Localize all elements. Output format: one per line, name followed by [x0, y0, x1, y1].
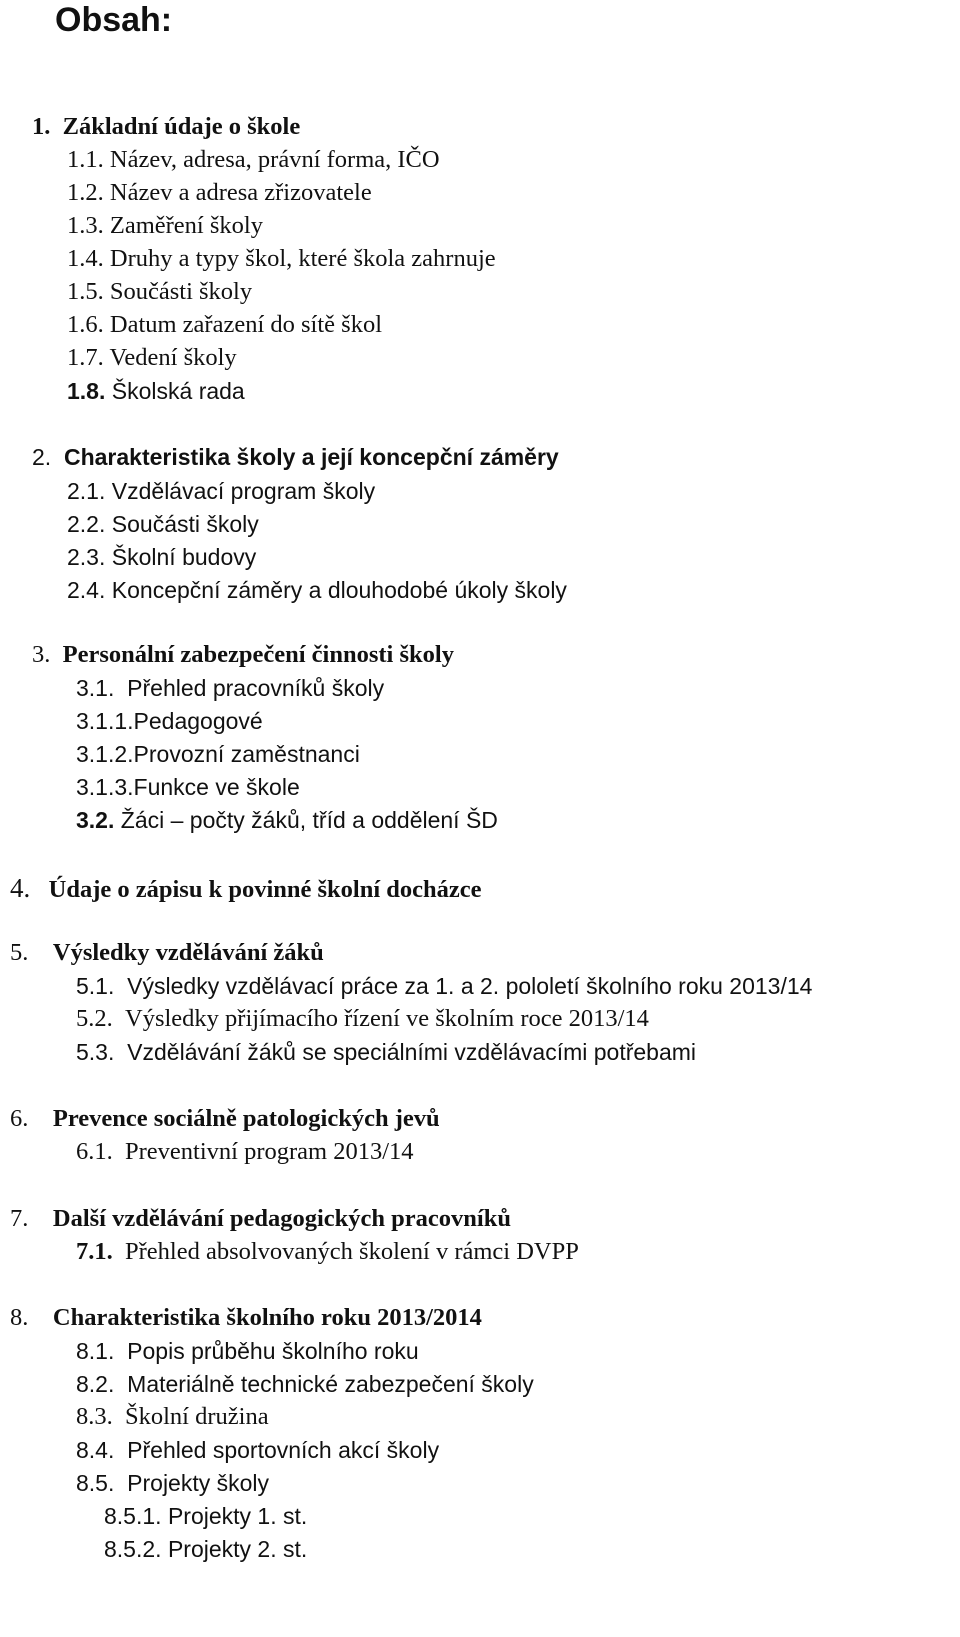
- toc-heading-5: [10, 938, 324, 968]
- toc-label: Název a adresa zřizovatele: [109, 179, 372, 206]
- toc-num: 5.3.: [76, 1039, 115, 1065]
- toc-item-7-1: [76, 1237, 579, 1267]
- toc-label: Personální zabezpečení činnosti školy: [62, 641, 454, 668]
- toc-num: 8.5.: [76, 1470, 115, 1496]
- toc-num: 1.5.: [67, 278, 104, 305]
- toc-num: 8.5.1.: [104, 1503, 162, 1529]
- toc-num: 8.5.2.: [104, 1536, 162, 1562]
- toc-num: 1.: [32, 113, 51, 140]
- toc-item-1-8: [67, 376, 245, 406]
- toc-num: 8.3.: [76, 1403, 113, 1430]
- toc-num: 1.2.: [67, 179, 104, 206]
- toc-item-1-6: [67, 310, 382, 340]
- toc-item-3-1-2: [76, 739, 360, 769]
- toc-label: Žáci – počty žáků, tříd a oddělení ŠD: [120, 807, 498, 833]
- toc-item-8-4: [76, 1435, 439, 1465]
- toc-label: Školní družina: [125, 1403, 269, 1430]
- toc-label: Výsledky přijímacího řízení ve školním roce 2013/14: [125, 1005, 649, 1032]
- toc-num: 5.2.: [76, 1005, 113, 1032]
- toc-label: Výsledky vzdělávání žáků: [52, 939, 324, 966]
- toc-item-8-3: [76, 1402, 269, 1432]
- toc-heading-2: [32, 442, 559, 472]
- toc-item-1-2: [67, 178, 372, 208]
- toc-item-8-5-1: [104, 1501, 307, 1531]
- toc-label: Projekty 2. st.: [167, 1536, 308, 1562]
- toc-label: Charakteristika školního roku 2013/2014: [52, 1304, 482, 1331]
- toc-num: 2.2.: [67, 511, 106, 537]
- toc-num: 1.7.: [67, 344, 104, 371]
- toc-item-5-1: [76, 971, 812, 1001]
- toc-item-2-3: [67, 542, 256, 572]
- toc-num: 3.1.3.: [76, 774, 134, 800]
- page-title: Obsah:: [55, 1, 173, 39]
- toc-num: 1.8.: [67, 378, 106, 404]
- toc-label: Součásti školy: [111, 511, 259, 537]
- toc-label: Preventivní program 2013/14: [125, 1138, 414, 1165]
- toc-heading-8: [10, 1303, 482, 1333]
- toc-label: Přehled sportovních akcí školy: [127, 1437, 440, 1463]
- toc-item-1-5: [67, 277, 252, 307]
- toc-label: Projekty školy: [127, 1470, 270, 1496]
- toc-label: Materiálně technické zabezpečení školy: [127, 1371, 534, 1397]
- toc-item-1-3: [67, 211, 263, 241]
- toc-item-1-7: [67, 343, 237, 373]
- toc-label: Provozní zaměstnanci: [133, 741, 360, 767]
- toc-label: Druhy a typy škol, které škola zahrnuje: [109, 245, 496, 272]
- toc-label: Vedení školy: [109, 344, 237, 371]
- toc-label: Základní údaje o škole: [62, 113, 301, 140]
- toc-num: 8.2.: [76, 1371, 115, 1397]
- toc-label: Údaje o zápisu k povinné školní docházce: [48, 876, 482, 903]
- toc-num: 2.: [32, 444, 52, 470]
- toc-label: Přehled absolvovaných školení v rámci DVPP: [125, 1238, 579, 1265]
- toc-num: 8.: [10, 1304, 29, 1331]
- toc-label: Projekty 1. st.: [167, 1503, 308, 1529]
- toc-heading-3: [32, 640, 454, 670]
- toc-num: 3.: [32, 641, 51, 668]
- toc-label: Funkce ve škole: [133, 774, 300, 800]
- toc-item-8-5: [76, 1468, 269, 1498]
- toc-label: Pedagogové: [133, 708, 263, 734]
- toc-item-5-3: [76, 1037, 696, 1067]
- toc-label: Charakteristika školy a její koncepční záměry: [63, 444, 559, 470]
- toc-item-2-1: [67, 476, 375, 506]
- toc-num: 2.1.: [67, 478, 106, 504]
- toc-label: Popis průběhu školního roku: [127, 1338, 419, 1364]
- toc-item-6-1: [76, 1137, 414, 1167]
- toc-num: 3.1.2.: [76, 741, 134, 767]
- toc-label: Součásti školy: [109, 278, 253, 305]
- toc-num: 1.6.: [67, 311, 104, 338]
- toc-label: Školská rada: [111, 378, 245, 404]
- toc-num: 3.1.: [76, 675, 115, 701]
- toc-item-1-4: [67, 244, 496, 274]
- toc-item-5-2: [76, 1004, 649, 1034]
- toc-heading-4: [10, 873, 482, 905]
- toc-label: Vzdělávání žáků se speciálními vzdělávacími potřebami: [127, 1039, 697, 1065]
- toc-label: Název, adresa, právní forma, IČO: [109, 146, 440, 173]
- toc-num: 1.4.: [67, 245, 104, 272]
- toc-item-1-1: [67, 145, 440, 175]
- toc-num: 4.: [10, 873, 31, 903]
- toc-label: Koncepční záměry a dlouhodobé úkoly školy: [111, 577, 567, 603]
- toc-num: 6.1.: [76, 1138, 113, 1165]
- toc-num: 1.3.: [67, 212, 104, 239]
- toc-label: Školní budovy: [111, 544, 257, 570]
- toc-item-8-1: [76, 1336, 419, 1366]
- toc-heading-6: [10, 1104, 440, 1134]
- toc-item-3-1: [76, 673, 384, 703]
- toc-num: 2.4.: [67, 577, 106, 603]
- toc-label: Výsledky vzdělávací práce za 1. a 2. pololetí školního roku 2013/14: [127, 973, 813, 999]
- toc-item-3-1-3: [76, 772, 300, 802]
- toc-label: Přehled pracovníků školy: [127, 675, 385, 701]
- toc-item-2-4: [67, 575, 567, 605]
- toc-item-3-2: [76, 805, 498, 835]
- toc-item-8-5-2: [104, 1534, 307, 1564]
- toc-num: 5.: [10, 939, 29, 966]
- toc-label: Další vzdělávání pedagogických pracovníků: [52, 1205, 511, 1232]
- toc-label: Prevence sociálně patologických jevů: [52, 1105, 440, 1132]
- toc-label: Vzdělávací program školy: [111, 478, 376, 504]
- toc-num: 6.: [10, 1105, 29, 1132]
- toc-num: 8.1.: [76, 1338, 115, 1364]
- toc-num: 7.1.: [76, 1238, 113, 1265]
- toc-label: Zaměření školy: [109, 212, 263, 239]
- toc-item-2-2: [67, 509, 259, 539]
- toc-num: 1.1.: [67, 146, 104, 173]
- toc-num: 3.2.: [76, 807, 115, 833]
- toc-heading-7: [10, 1204, 511, 1234]
- toc-num: 8.4.: [76, 1437, 115, 1463]
- toc-item-8-2: [76, 1369, 534, 1399]
- toc-num: 3.1.1.: [76, 708, 134, 734]
- toc-num: 7.: [10, 1205, 29, 1232]
- toc-num: 2.3.: [67, 544, 106, 570]
- toc-heading-1: [32, 112, 300, 142]
- toc-label: Datum zařazení do sítě škol: [109, 311, 383, 338]
- toc-item-3-1-1: [76, 706, 263, 736]
- toc-num: 5.1.: [76, 973, 115, 999]
